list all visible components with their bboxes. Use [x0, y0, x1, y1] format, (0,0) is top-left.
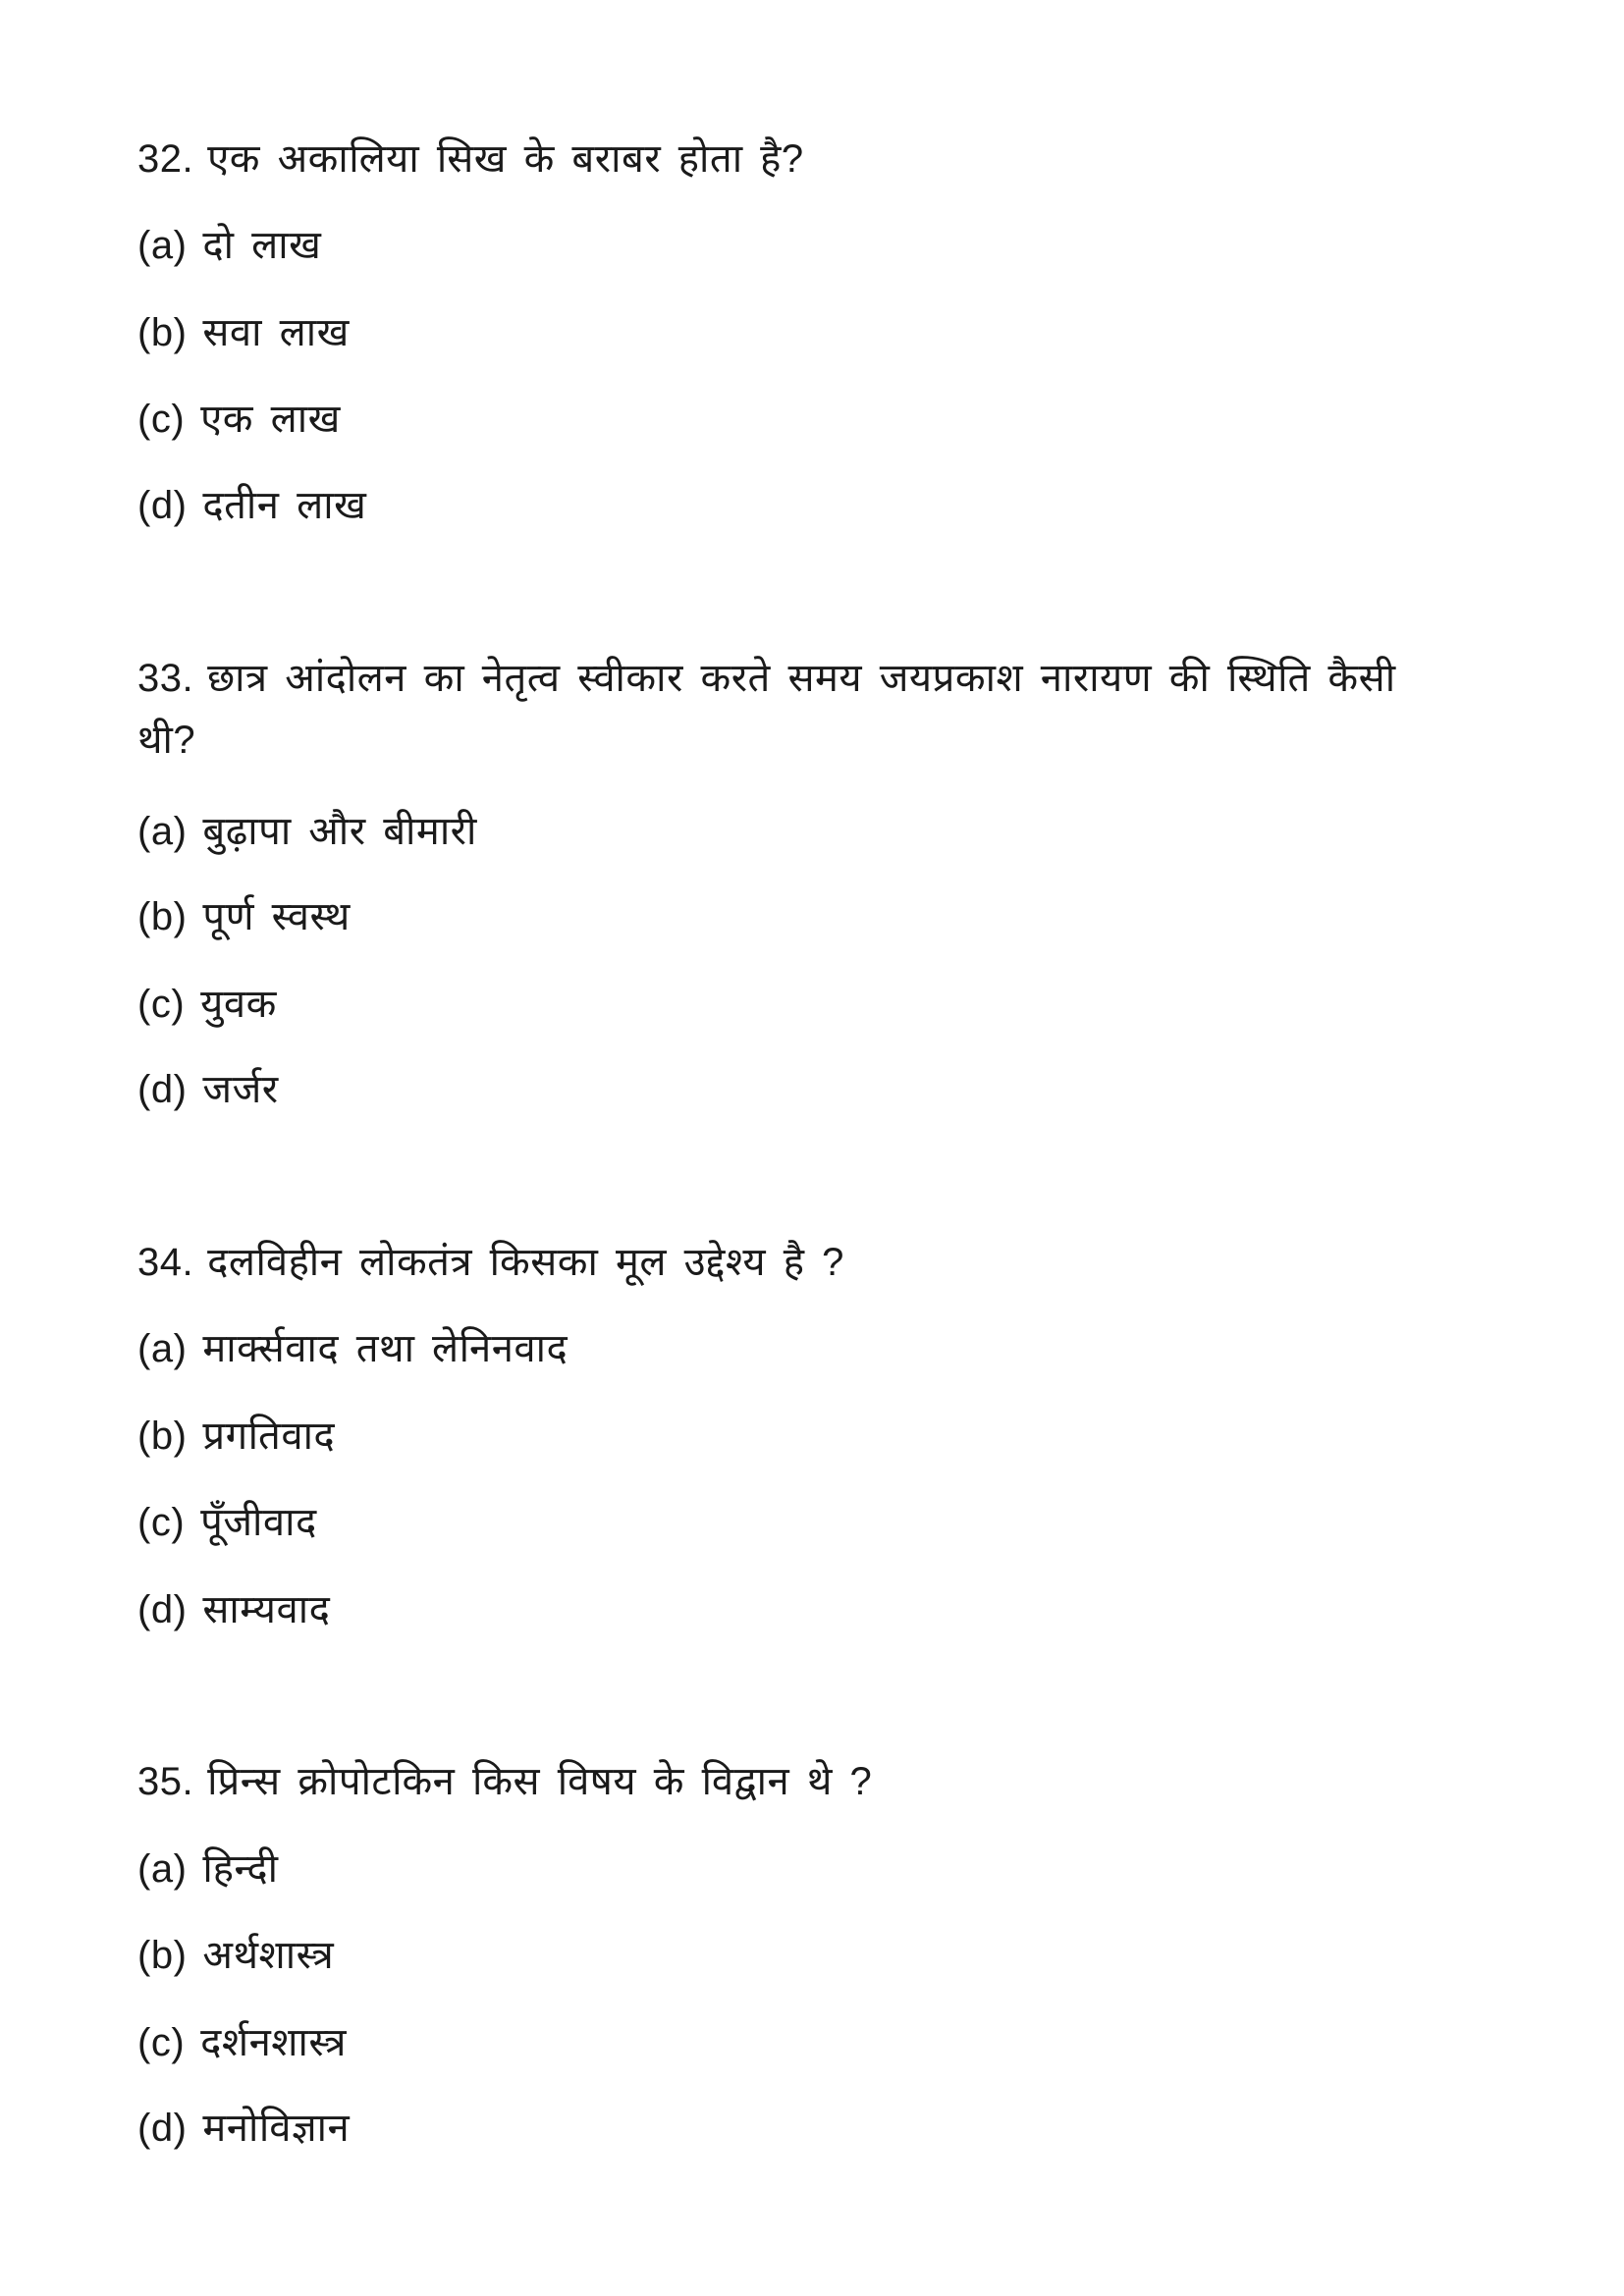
question-text: प्रिन्स क्रोपोटकिन किस विषय के विद्वान थे ?	[207, 1760, 873, 1803]
question-32	[137, 133, 804, 185]
question-text: छात्र आंदोलन का नेतृत्व स्वीकार करते समय जयप्रकाश नारायण की स्थिति कैसी	[207, 657, 1396, 700]
option-32-c	[137, 394, 341, 445]
option-label: (a)	[137, 810, 188, 853]
option-text: अर्थशास्त्र	[202, 1934, 335, 1977]
option-text: पूर्ण स्वस्थ	[202, 895, 351, 938]
option-label: (b)	[137, 895, 188, 938]
option-text: जर्जर	[202, 1068, 279, 1111]
option-35-c	[137, 2017, 347, 2068]
question-text: एक अकालिया सिख के बराबर होता है?	[207, 137, 804, 181]
option-label: (a)	[137, 1327, 188, 1370]
option-text: प्रगतिवाद	[202, 1415, 336, 1458]
option-34-c	[137, 1497, 317, 1548]
question-number: 34.	[137, 1241, 194, 1284]
option-label: (d)	[137, 1068, 188, 1111]
option-35-a	[137, 1843, 278, 1895]
option-label: (b)	[137, 311, 188, 354]
option-text: दर्शनशास्त्र	[200, 2021, 347, 2064]
question-33-line2	[137, 715, 195, 766]
option-text: मनोविज्ञान	[202, 2107, 351, 2150]
option-32-d	[137, 480, 366, 531]
option-34-a	[137, 1323, 568, 1374]
option-33-d	[137, 1064, 279, 1115]
option-34-d	[137, 1584, 330, 1635]
option-text: साम्यवाद	[202, 1588, 331, 1631]
option-35-b	[137, 1930, 334, 1981]
question-number: 35.	[137, 1760, 194, 1803]
question-text: दलविहीन लोकतंत्र किसका मूल उद्देश्य है ?	[207, 1241, 844, 1284]
question-text-continued: थी?	[137, 719, 196, 762]
option-label: (c)	[137, 1501, 186, 1544]
option-text: सवा लाख	[202, 311, 350, 354]
option-label: (b)	[137, 1415, 188, 1458]
question-number: 33.	[137, 657, 194, 700]
option-32-a	[137, 220, 321, 271]
option-label: (c)	[137, 398, 186, 441]
option-label: (c)	[137, 2021, 186, 2064]
option-text: दतीन लाख	[202, 484, 367, 527]
option-text: बुढ़ापा और बीमारी	[202, 810, 477, 853]
option-text: दो लाख	[202, 224, 322, 267]
option-text: युवक	[200, 983, 277, 1026]
option-33-b	[137, 891, 351, 942]
option-label: (a)	[137, 224, 188, 267]
question-number: 32.	[137, 137, 194, 181]
option-text: हिन्दी	[202, 1847, 279, 1891]
option-text: मार्क्सवाद तथा लेनिनवाद	[202, 1327, 568, 1370]
option-label: (a)	[137, 1847, 188, 1891]
option-label: (d)	[137, 2107, 188, 2150]
option-label: (c)	[137, 983, 186, 1026]
question-35	[137, 1756, 872, 1807]
option-34-b	[137, 1411, 335, 1462]
option-32-b	[137, 307, 350, 358]
option-35-d	[137, 2103, 350, 2154]
option-33-a	[137, 806, 477, 857]
option-text: पूँजीवाद	[200, 1501, 317, 1544]
option-33-c	[137, 979, 277, 1030]
option-label: (d)	[137, 1588, 188, 1631]
option-label: (d)	[137, 484, 188, 527]
question-33	[137, 653, 1396, 704]
option-text: एक लाख	[200, 398, 341, 441]
option-label: (b)	[137, 1934, 188, 1977]
question-34	[137, 1237, 844, 1288]
